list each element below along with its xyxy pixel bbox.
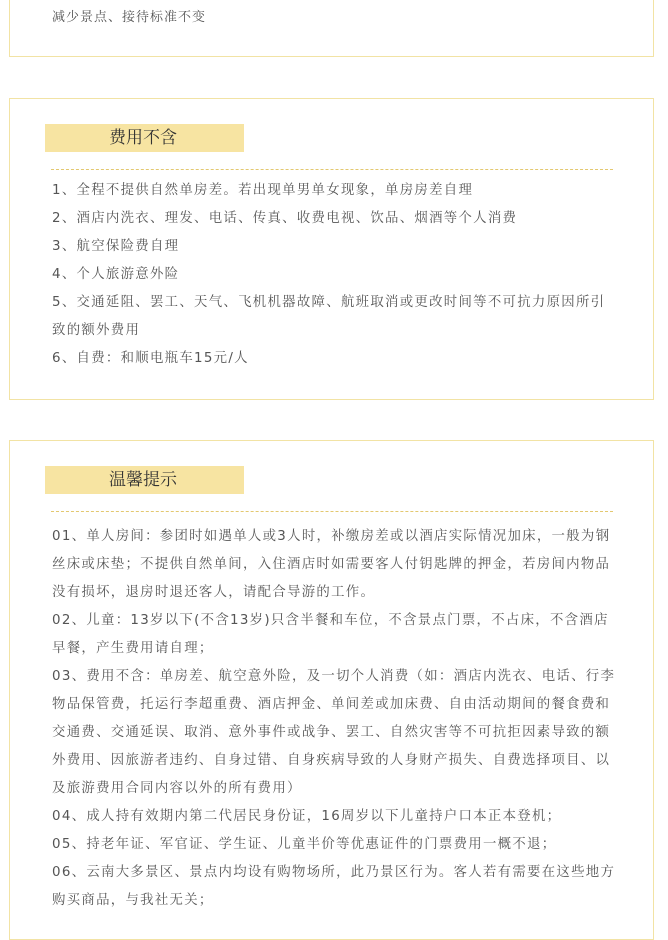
travel-tips-card — [9, 440, 654, 940]
dashed-divider — [51, 169, 613, 170]
cost-exclusions-list — [52, 177, 617, 373]
list-item: 6、自费：和顺电瓶车15元/人 — [52, 351, 249, 366]
list-item: 3、航空保险费自理 — [52, 239, 180, 254]
prior-section-card — [9, 0, 654, 57]
list-item: 03、费用不含：单房差、航空意外险，及一切个人消费（如：酒店内洗衣、电话、行李物品保管费，托运行李超重费、酒店押金、单间差或加床费、自由活动期间的餐食费和交通费、交通延误、取消、意外事件或战争、罢工、自然灾害等不可抗拒因素导致的额外费用、因旅游者违约、自身过错、自身疾病导致的人身财产损失、自费选择项目、以及旅游费用合同内容以外的所有费用） — [52, 669, 616, 796]
list-item: 05、持老年证、军官证、学生证、儿童半价等优惠证件的门票费用一概不退； — [52, 837, 557, 852]
list-item: 2、酒店内洗衣、理发、电话、传真、收费电视、饮品、烟酒等个人消费 — [52, 211, 518, 226]
prior-section-text: 减少景点、接待标准不变 — [52, 10, 207, 25]
list-item: 04、成人持有效期内第二代居民身份证，16周岁以下儿童持户口本正本登机； — [52, 809, 562, 824]
list-item: 01、单人房间：参团时如遇单人或3人时，补缴房差或以酒店实际情况加床，一般为钢丝床或床垫；不提供自然单间，入住酒店时如需要客人付钥匙牌的押金，若房间内物品没有损坏，退房时退还客人，请配合导游的工作。 — [52, 529, 611, 600]
list-item: 5、交通延阻、罢工、天气、飞机机器故障、航班取消或更改时间等不可抗力原因所引致的额外费用 — [52, 295, 606, 338]
dashed-divider — [51, 511, 613, 512]
list-item: 06、云南大多景区、景点内均设有购物场所，此乃景区行为。客人若有需要在这些地方购买商品，与我社无关； — [52, 865, 616, 908]
list-item: 1、全程不提供自然单房差。若出现单男单女现象，单房房差自理 — [52, 183, 474, 198]
travel-tips-list — [52, 523, 617, 915]
list-item: 02、儿童：13岁以下(不含13岁)只含半餐和车位，不含景点门票，不占床，不含酒店早餐，产生费用请自理； — [52, 613, 609, 656]
travel-tips-title: 温馨提示 — [45, 466, 244, 494]
cost-exclusions-title: 费用不含 — [45, 124, 244, 152]
cost-exclusions-card — [9, 98, 654, 400]
list-item: 4、个人旅游意外险 — [52, 267, 180, 282]
